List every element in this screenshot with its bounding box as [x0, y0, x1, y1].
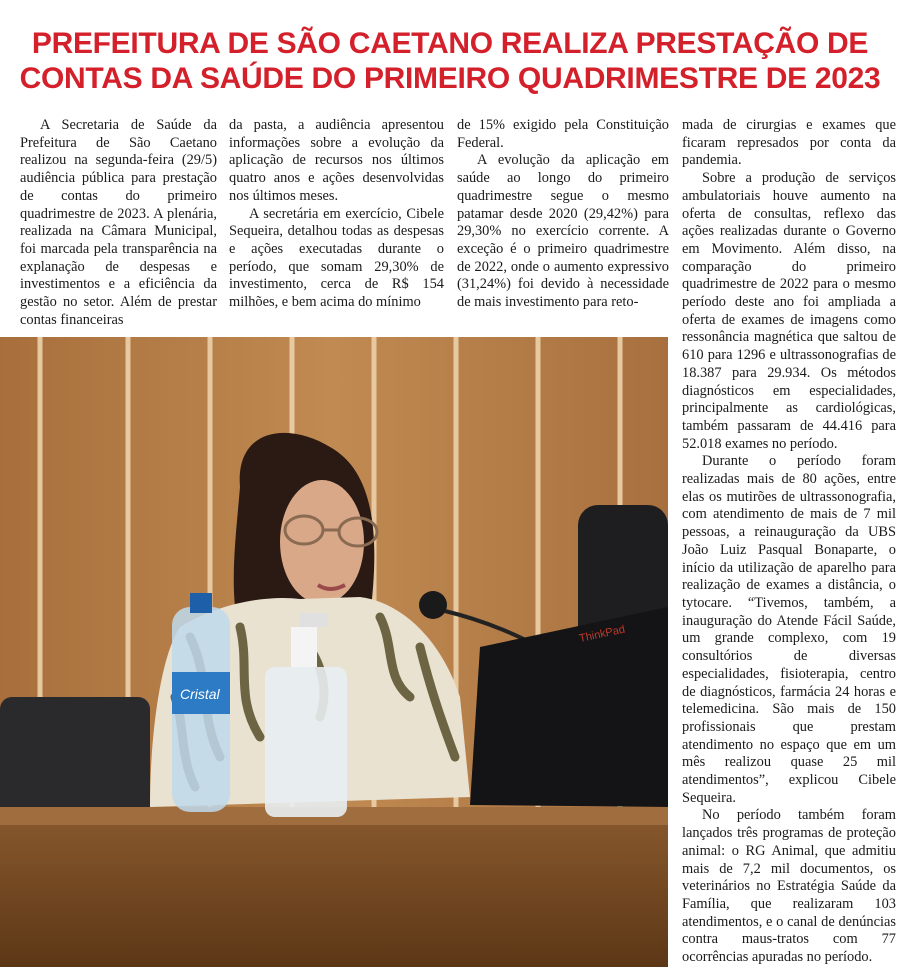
desk — [0, 807, 668, 967]
text-column-1 — [20, 117, 217, 329]
paragraph: mada de cirurgias e exames que ficaram represados por conta da pandemia. — [682, 117, 896, 169]
laptop-brand: ThinkPad — [578, 623, 627, 645]
paragraph: da pasta, a audiência apresentou informações sobre a evolução da aplicação de recursos nos últimos quatro anos e ações desenvolvidas nos últimos meses. — [229, 117, 444, 204]
microphone — [419, 591, 447, 619]
photo-illustration — [0, 337, 668, 967]
paragraph: Sobre a produção de serviços ambulatoriais houve aumento na oferta de consultas, reflexo das ações realizadas durante o Governo em Movimento. Além disso, na comparação do primeiro quadrimestre de 2022 para o mesmo período deste ano foi ampliada a oferta de exames de imagens como ressonância magnética que saltou de 610 para 1296 e ultrassonografias de 18.387 para 29.934. Os métodos diagnósticos em especialidades, principalmente as cardiológicas, também passaram de 44.416 para 52.018 exames no período. — [682, 170, 896, 452]
paragraph: No período também foram lançados três programas de proteção animal: o RG Animal, que admitiu mais de 7,2 mil documentos, os veterinários no Estratégia Saúde da Família, que realizaram 103 atendimentos, e o canal de denúncias contra maus-tratos com 77 ocorrências apuradas no período. — [682, 807, 896, 966]
paragraph: de 15% exigido pela Constituição Federal. — [457, 117, 669, 151]
sanitizer-bottle — [265, 667, 347, 817]
paragraph: A evolução da aplicação em saúde ao longo do primeiro quadrimestre segue o mesmo patamar desde 2020 (29,42%) para 29,30% no exercício corrente. A exceção é o primeiro quadrimestre de 2022, onde o aumento expressivo (31,24%) foi devido à necessidade de mais investimento para reto- — [457, 152, 669, 311]
headline-line-2: CONTAS DA SAÚDE DO PRIMEIRO QUADRIMESTRE DE 2023 — [19, 62, 881, 95]
text-column-3 — [457, 117, 669, 312]
article-photo — [0, 337, 668, 967]
headline-line-1: PREFEITURA DE SÃO CAETANO REALIZA PRESTAÇÃO DE — [31, 27, 869, 60]
paragraph: A secretária em exercício, Cibele Sequeira, detalhou todas as despesas e ações executadas durante o período, que somam 29,30% de investimento, cerca de R$ 154 milhões, e bem acima do mínimo — [229, 205, 444, 311]
bottle-label: Cristal — [180, 686, 220, 702]
text-column-2 — [229, 117, 444, 312]
text-column-4 — [682, 117, 896, 967]
paragraph: A Secretaria de Saúde da Prefeitura de São Caetano realizou na segunda-feira (29/5) audiência pública para prestação de contas do primeiro quadrimestre de 2023. A plenária, realizada na Câmara Municipal, foi marcada pela transparência na explanação de despesas e investimentos e a eficiência da gestão no setor. Além de prestar contas financeiras — [20, 117, 217, 328]
headline — [0, 26, 900, 96]
paragraph: Durante o período foram realizadas mais de 80 ações, entre elas os mutirões de ultrassonografia, com atendimento de mais de 7 mil pessoas, a reinauguração da UBS João Luiz Pasqual Bonaparte, o início da utilização de aparelho para realização de exames a distância, o tytocare. “Tivemos, também, a inauguração do Atende Fácil Saúde, um grande complexo, com 19 consultórios de diversas especialidades, fisioterapia, centro de diagnósticos, farmácia 24 horas e telemedicina. São mais de 150 profissionais que prestam atendimento no espaço que em um mês realizou quase 25 mil atendimentos”, explicou Cibele Sequeira. — [682, 453, 896, 806]
